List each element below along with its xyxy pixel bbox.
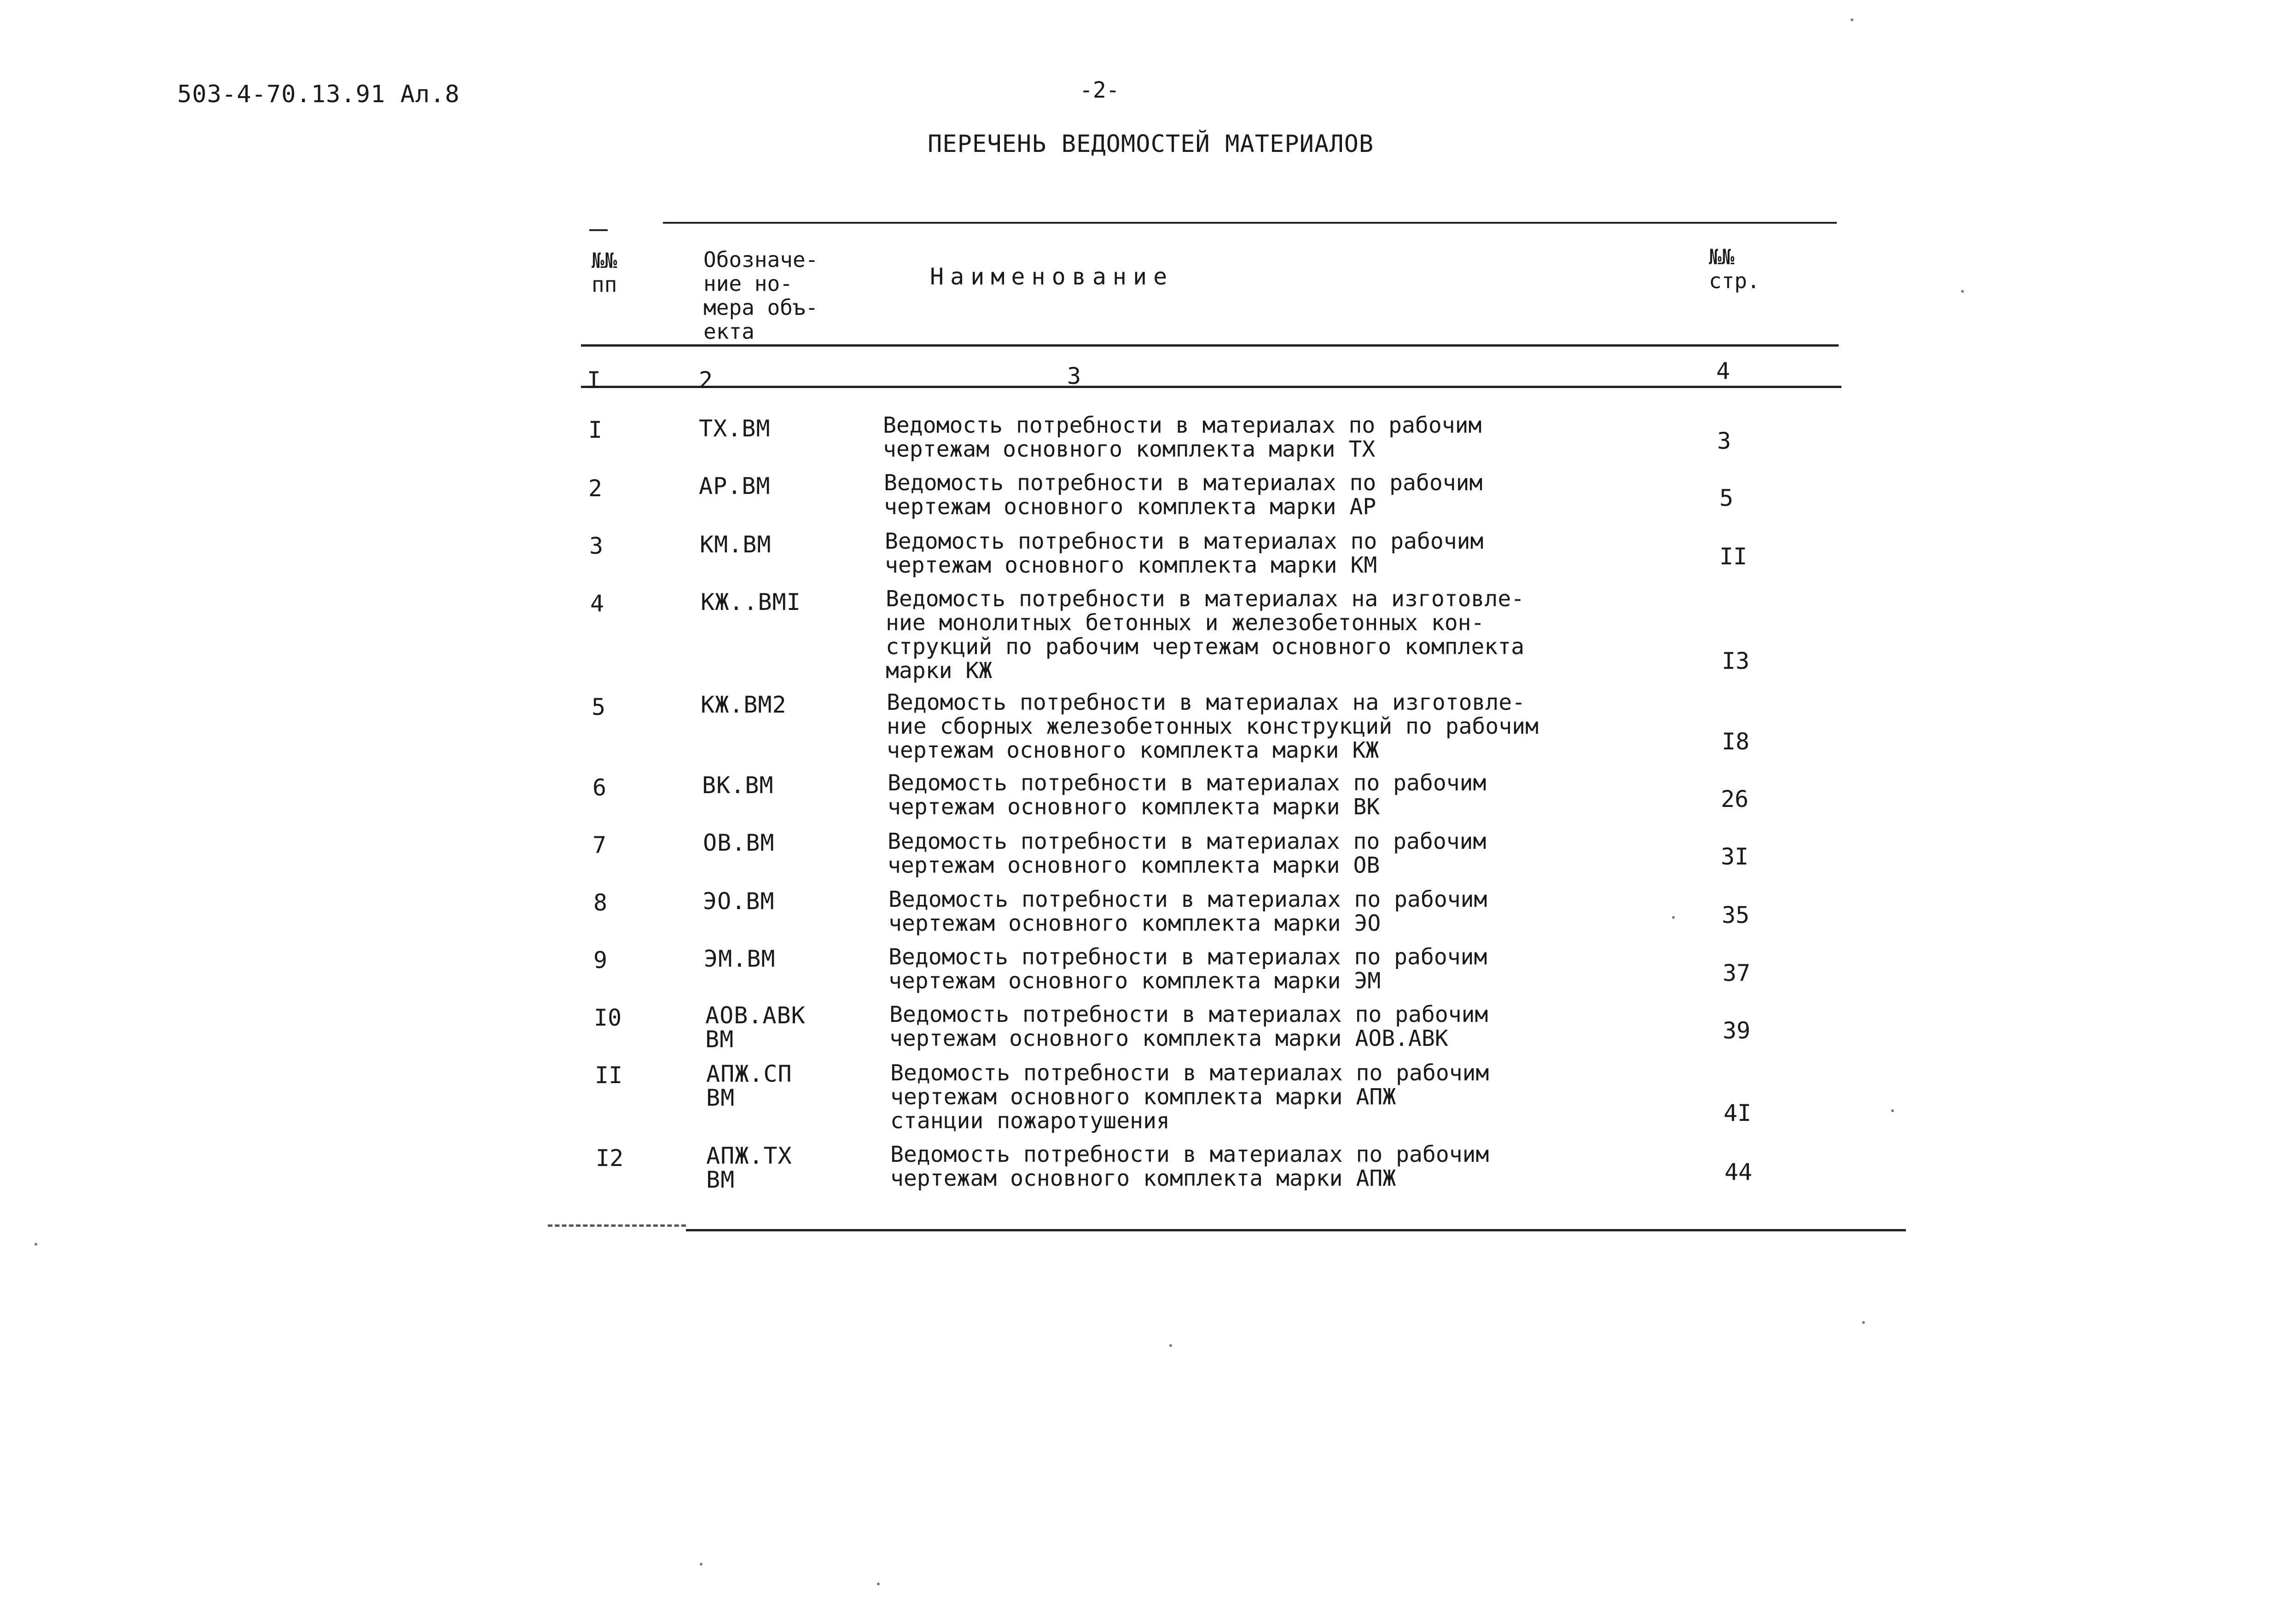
column-number-2: 2	[699, 367, 713, 394]
column-numbers-rule	[581, 386, 1841, 388]
row-page: 37	[1723, 960, 1751, 986]
row-number: 7	[592, 832, 607, 858]
row-page: 26	[1721, 786, 1749, 812]
row-name: Ведомость потребности в материалах по рабочим чертежам основного комплекта марки АПЖ станции пожаротушения	[890, 1060, 1489, 1134]
row-number: 6	[592, 774, 607, 801]
scan-speck	[700, 1563, 703, 1566]
header-name: Наименование	[930, 263, 1174, 290]
row-page: II	[1719, 543, 1748, 570]
scan-speck	[1891, 1109, 1894, 1112]
row-page: I3	[1722, 648, 1750, 674]
row-page: 4I	[1724, 1100, 1752, 1126]
row-name: Ведомость потребности в материалах по рабочим чертежам основного комплекта марки АР	[884, 470, 1483, 520]
row-name: Ведомость потребности в материалах по рабочим чертежам основного комплекта марки ЭМ	[888, 944, 1487, 994]
row-number: 5	[592, 694, 606, 720]
row-designation: КМ.ВМ	[700, 531, 772, 558]
table-bottom-rule	[686, 1229, 1906, 1231]
document-title: ПЕРЕЧЕНЬ ВЕДОМОСТЕЙ МАТЕРИАЛОВ	[928, 130, 1374, 158]
column-number-3: 3	[1067, 363, 1081, 389]
column-number-1: I	[587, 367, 601, 394]
table-bottom-rule-dashed	[548, 1224, 686, 1227]
row-name: Ведомость потребности в материалах на изготовле- ние монолитных бетонных и железобетонных кон- струкций по рабочим чертежам основного комплекта марки КЖ	[886, 586, 1525, 684]
scan-speck	[1851, 18, 1853, 21]
row-page: 44	[1724, 1159, 1753, 1185]
row-name: Ведомость потребности в материалах по рабочим чертежам основного комплекта марки ЭО	[888, 887, 1487, 936]
scan-speck	[1862, 1321, 1865, 1324]
row-number: I	[588, 417, 603, 443]
row-page: 35	[1722, 902, 1750, 928]
row-designation: АОВ.АВК ВМ	[705, 1002, 806, 1053]
scan-speck	[1169, 1344, 1172, 1347]
row-number: 4	[590, 590, 604, 617]
row-number: II	[595, 1062, 623, 1089]
row-page: I8	[1722, 728, 1750, 755]
row-number: 9	[593, 947, 608, 974]
document-code: 503-4-70.13.91 Ал.8	[177, 81, 460, 108]
row-designation: ТХ.ВМ	[699, 415, 771, 442]
scan-speck	[1961, 290, 1964, 293]
scan-speck	[877, 1583, 880, 1585]
row-designation: КЖ.ВМ2	[701, 691, 787, 718]
table-top-rule	[663, 222, 1837, 224]
row-name: Ведомость потребности в материалах на изготовле- ние сборных железобетонных конструкций по рабочим чертежам основного комплекта марки КЖ	[887, 690, 1539, 763]
row-designation: КЖ..ВМI	[701, 589, 801, 615]
row-page: 5	[1719, 485, 1734, 511]
table-top-rule-stub	[589, 229, 608, 231]
row-number: I0	[594, 1004, 622, 1031]
row-name: Ведомость потребности в материалах по рабочим чертежам основного комплекта марки АПЖ	[890, 1142, 1489, 1191]
scan-speck	[1672, 916, 1675, 919]
row-number: 2	[588, 475, 603, 502]
row-number: 3	[589, 533, 604, 559]
row-designation: ЭО.ВМ	[703, 888, 775, 915]
header-bottom-rule	[581, 344, 1839, 347]
row-number: 8	[593, 889, 608, 916]
row-page: 3I	[1721, 843, 1749, 870]
row-designation: ЭМ.ВМ	[704, 945, 776, 972]
row-name: Ведомость потребности в материалах по рабочим чертежам основного комплекта марки АОВ.АВК	[889, 1002, 1488, 1051]
header-designation: Обозначе- ние но- мера объ- екта	[703, 247, 819, 344]
header-num: №№ пп	[592, 248, 617, 297]
row-designation: ОВ.ВМ	[703, 829, 775, 856]
row-page: 3	[1717, 428, 1731, 454]
row-name: Ведомость потребности в материалах по рабочим чертежам основного комплекта марки ТХ	[883, 412, 1482, 462]
row-number: I2	[596, 1145, 624, 1172]
header-page: №№ стр.	[1709, 244, 1760, 293]
row-designation: АПЖ.ТХ ВМ	[706, 1143, 792, 1193]
page-number: -2-	[1080, 77, 1120, 103]
column-number-4: 4	[1716, 358, 1730, 384]
scan-speck	[35, 1243, 37, 1246]
row-name: Ведомость потребности в материалах по рабочим чертежам основного комплекта марки ОВ	[888, 829, 1486, 878]
row-page: 39	[1723, 1017, 1751, 1044]
row-name: Ведомость потребности в материалах по рабочим чертежам основного комплекта марки ВК	[888, 770, 1486, 820]
row-designation: АПЖ.СП ВМ	[706, 1061, 792, 1111]
row-designation: ВК.ВМ	[702, 772, 774, 799]
row-designation: АР.ВМ	[699, 473, 771, 499]
row-name: Ведомость потребности в материалах по рабочим чертежам основного комплекта марки КМ	[885, 528, 1484, 578]
